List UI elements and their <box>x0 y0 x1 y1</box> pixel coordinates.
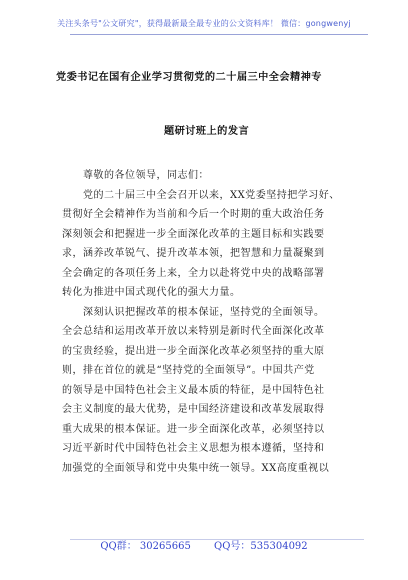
body-line: 则，排在首位的就是“坚持党的全面领导”。中国共产党 <box>62 365 315 376</box>
body-line: 加强党的全面领导和党中央集中统一领导。XX高度重视以 <box>62 462 330 474</box>
body-line: 贯彻好全会精神作为当前和今后一个时期的重大政治任务 <box>62 209 325 220</box>
body-line: 会主义制度的最大优势，是中国经济建设和改革发展取得 <box>62 404 325 415</box>
header-divider <box>70 34 368 35</box>
footer-qq-number: QQ号：535304092 <box>214 541 308 552</box>
document-body <box>62 166 358 478</box>
body-line: 党的二十届三中全会召开以来，XX党委坚持把学习好、 <box>83 189 340 201</box>
document-title-line-2: 题研讨班上的发言 <box>164 126 250 137</box>
body-line: 的宝贵经验，提出进一步全面深化改革必须坚持的重大原 <box>62 345 325 357</box>
body-line: 重大成果的根本保证。进一步全面深化改革，必须坚持以 <box>62 423 325 435</box>
document-title-line-1: 党委书记在国有企业学习贯彻党的二十届三中全会精神专 <box>56 72 322 83</box>
body-line: 全会确定的各项任务上来，全力以赴将党中央的战略部署 <box>62 267 325 279</box>
body-line: 深刻认识把握改革的根本保证，坚持党的全面领导。 <box>83 306 325 318</box>
footer-qq-group: QQ群： 30265665 <box>100 541 191 552</box>
body-line: 的领导是中国特色社会主义最本质的特征，是中国特色社 <box>62 384 325 396</box>
body-line: 尊敬的各位领导，同志们： <box>83 170 209 181</box>
page-header-text: 关注头条号"公文研究"，获得最新最全最专业的公文资料库！ 微信：gongwenyj <box>57 19 351 28</box>
body-line: 习近平新时代中国特色社会主义思想为根本遵循，坚持和 <box>62 443 325 454</box>
body-line: 全会总结和运用改革开放以来特别是新时代全面深化改革 <box>62 326 325 337</box>
body-line: 求，涵养改革锐气、提升改革本领，把智慧和力量凝聚到 <box>62 248 325 259</box>
body-line: 转化为推进中国式现代化的强大力量。 <box>62 287 241 298</box>
body-line: 深刻领会和把握进一步全面深化改革的主题目标和实践要 <box>62 228 325 240</box>
page-footer <box>0 537 408 552</box>
